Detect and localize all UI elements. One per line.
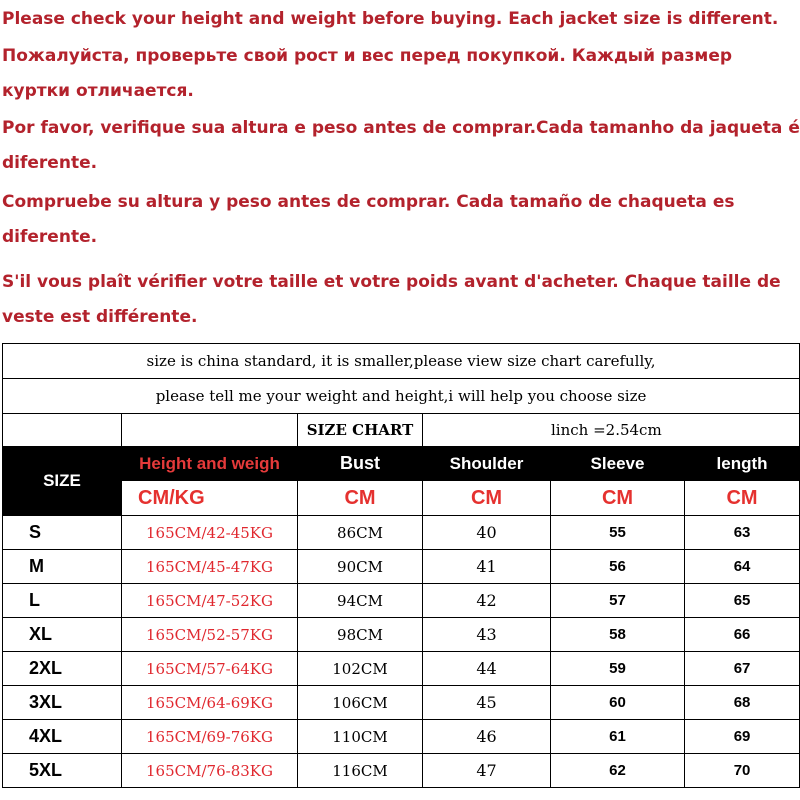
height-weight-cell: 165CM/45-47KG	[122, 550, 298, 584]
shoulder-cell: 43	[423, 618, 551, 652]
bust-cell: 94CM	[298, 584, 423, 618]
size-chart-table	[2, 343, 800, 788]
height-weight-cell: 165CM/69-76KG	[122, 720, 298, 754]
empty-cell	[3, 414, 122, 447]
length-cell: 70	[685, 754, 800, 788]
height-weight-cell: 165CM/47-52KG	[122, 584, 298, 618]
sleeve-cell: 59	[551, 652, 685, 686]
height-weight-cell: 165CM/76-83KG	[122, 754, 298, 788]
sleeve-cell: 62	[551, 754, 685, 788]
sleeve-header: Sleeve	[551, 447, 685, 481]
notice-portuguese: Por favor, verifique sua altura e peso antes de comprar.Cada tamanho da jaqueta é diferente.	[2, 118, 800, 173]
sleeve-cell: 58	[551, 618, 685, 652]
length-cell: 69	[685, 720, 800, 754]
length-cell: 68	[685, 686, 800, 720]
height-weight-cell: 165CM/42-45KG	[122, 516, 298, 550]
notice-french: S'il vous plaît vérifier votre taille et votre poids avant d'acheter. Chaque taille de veste est différente.	[2, 272, 781, 327]
height-weight-cell: 165CM/52-57KG	[122, 618, 298, 652]
length-cell: 66	[685, 618, 800, 652]
shoulder-cell: 41	[423, 550, 551, 584]
shoulder-cell: 47	[423, 754, 551, 788]
size-note-2: please tell me your weight and height,i will help you choose size	[3, 379, 800, 414]
size-row	[3, 618, 800, 652]
size-row	[3, 516, 800, 550]
shoulder-cell: 42	[423, 584, 551, 618]
length-cell: 63	[685, 516, 800, 550]
sleeve-cell: 56	[551, 550, 685, 584]
size-row	[3, 720, 800, 754]
size-row	[3, 754, 800, 788]
size-cell: 2XL	[3, 652, 122, 686]
height-weight-unit: CM/KG	[122, 481, 298, 516]
shoulder-cell: 46	[423, 720, 551, 754]
size-row	[3, 686, 800, 720]
length-header: length	[685, 447, 800, 481]
height-weight-header: Height and weigh	[122, 447, 298, 481]
sleeve-unit: CM	[551, 481, 685, 516]
length-cell: 65	[685, 584, 800, 618]
size-cell: L	[3, 584, 122, 618]
bust-cell: 98CM	[298, 618, 423, 652]
notice-russian: Пожалуйста, проверьте свой рост и вес перед покупкой. Каждый размер куртки отличается.	[2, 46, 733, 101]
inch-conversion-note: linch =2.54cm	[423, 414, 800, 447]
bust-header: Bust	[298, 447, 423, 481]
shoulder-cell: 44	[423, 652, 551, 686]
empty-cell	[122, 414, 298, 447]
size-cell: 3XL	[3, 686, 122, 720]
size-cell: XL	[3, 618, 122, 652]
sleeve-cell: 57	[551, 584, 685, 618]
size-row	[3, 550, 800, 584]
size-row	[3, 584, 800, 618]
size-chart-label: SIZE CHART	[298, 414, 423, 447]
size-cell: M	[3, 550, 122, 584]
shoulder-cell: 40	[423, 516, 551, 550]
shoulder-cell: 45	[423, 686, 551, 720]
sleeve-cell: 61	[551, 720, 685, 754]
bust-cell: 86CM	[298, 516, 423, 550]
size-cell: 5XL	[3, 754, 122, 788]
size-cell: 4XL	[3, 720, 122, 754]
bust-cell: 110CM	[298, 720, 423, 754]
sleeve-cell: 55	[551, 516, 685, 550]
height-weight-cell: 165CM/64-69KG	[122, 686, 298, 720]
notice-spanish: Compruebe su altura y peso antes de comprar. Cada tamaño de chaqueta es diferente.	[2, 192, 735, 247]
sleeve-cell: 60	[551, 686, 685, 720]
bust-cell: 102CM	[298, 652, 423, 686]
height-weight-cell: 165CM/57-64KG	[122, 652, 298, 686]
size-note-1: size is china standard, it is smaller,please view size chart carefully,	[3, 344, 800, 379]
length-cell: 67	[685, 652, 800, 686]
length-unit: CM	[685, 481, 800, 516]
size-header: SIZE	[3, 447, 122, 516]
notice-english: Please check your height and weight before buying. Each jacket size is different.	[2, 9, 779, 29]
size-cell: S	[3, 516, 122, 550]
shoulder-unit: CM	[423, 481, 551, 516]
bust-cell: 106CM	[298, 686, 423, 720]
length-cell: 64	[685, 550, 800, 584]
size-row	[3, 652, 800, 686]
bust-cell: 116CM	[298, 754, 423, 788]
shoulder-header: Shoulder	[423, 447, 551, 481]
bust-unit: CM	[298, 481, 423, 516]
bust-cell: 90CM	[298, 550, 423, 584]
